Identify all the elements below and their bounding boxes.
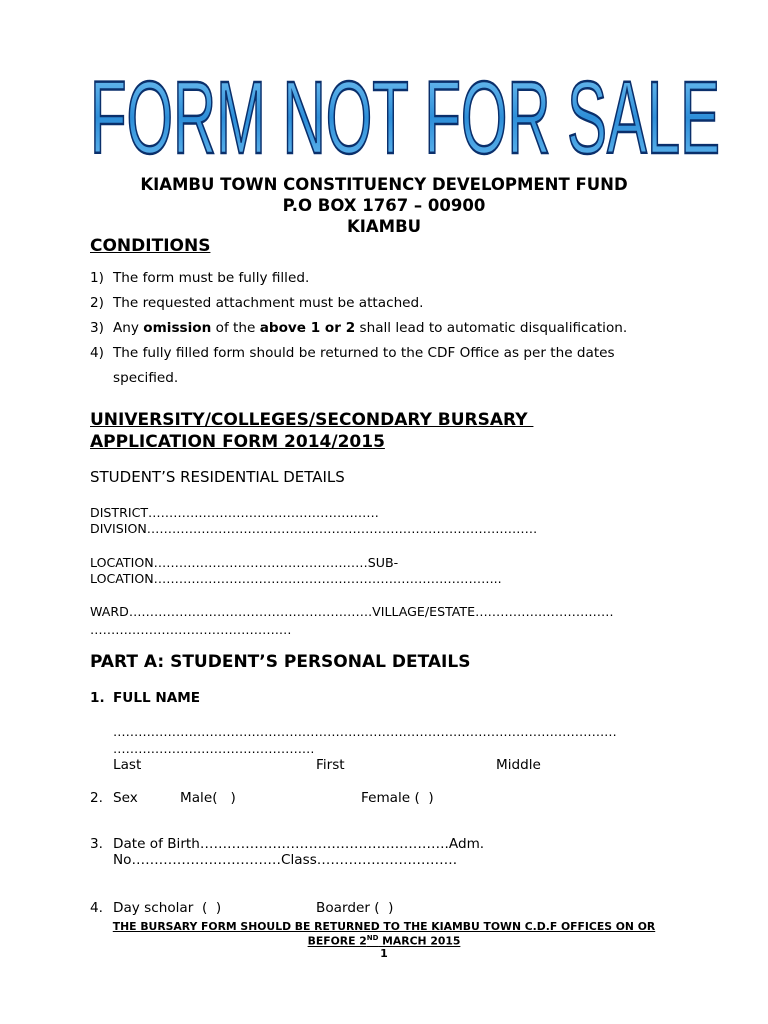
date-of-birth-adm-field[interactable]: Date of Birth……………………………………………….Adm. — [113, 836, 485, 852]
full-name-field[interactable]: ………………………………………………………………………………………………………… — [113, 724, 617, 739]
male-checkbox[interactable]: Male( ) — [180, 790, 236, 806]
adm-no-class-field[interactable]: No……………………………Class…………………………. — [113, 852, 458, 868]
header-fund-name: KIAMBU TOWN CONSTITUENCY DEVELOPMENT FUND — [140, 175, 628, 194]
condition-item-4-continued: specified. — [113, 370, 179, 386]
condition-number: 4) — [90, 345, 104, 361]
sex-label: Sex — [113, 790, 138, 806]
condition-text-pre: Any — [113, 320, 144, 336]
part-a-heading: PART A: STUDENT’S PERSONAL DETAILS — [90, 652, 471, 672]
condition-text-mid: of the — [211, 320, 260, 336]
first-name-caption: First — [316, 757, 345, 773]
condition-item-1 — [90, 270, 309, 286]
condition-bold-omission: omission — [143, 320, 212, 336]
footer-notice-line-2 — [0, 934, 768, 948]
ward-village-field[interactable]: WARD………………………………………………….VILLAGE/ESTATE…………………………… — [90, 604, 614, 619]
full-name-field-continued[interactable]: ………………………………………… — [113, 741, 315, 756]
form-title-line-2: APPLICATION FORM 2014/2015 — [90, 432, 385, 452]
last-name-caption: Last — [113, 757, 142, 773]
condition-text: The fully filled form should be returned to the CDF Office as per the dates — [113, 345, 615, 361]
district-field[interactable]: DISTRICT………………………………………………. — [90, 505, 379, 520]
header-po-box: P.O BOX 1767 – 00900 — [282, 196, 486, 215]
banner-text: FORM NOT FOR SALE — [89, 60, 720, 170]
residential-details-heading: STUDENT’S RESIDENTIAL DETAILS — [90, 468, 345, 486]
female-checkbox[interactable]: Female ( ) — [361, 790, 434, 806]
q2-number: 2. — [90, 790, 103, 806]
condition-number: 3) — [90, 320, 104, 336]
conditions-heading: CONDITIONS — [90, 236, 211, 256]
page-number: 1 — [380, 947, 388, 960]
condition-text: The requested attachment must be attached. — [113, 295, 424, 311]
footer-date-text: MARCH 2015 — [378, 934, 461, 948]
footer-notice-line-1: THE BURSARY FORM SHOULD BE RETURNED TO THE KIAMBU TOWN C.D.F OFFICES ON OR — [112, 920, 656, 933]
header-town: KIAMBU — [346, 217, 422, 236]
division-field[interactable]: DIVISION………………………………………………………………………………… — [90, 521, 538, 536]
condition-item-2 — [90, 295, 424, 311]
full-name-label: FULL NAME — [113, 690, 201, 706]
condition-item-4 — [90, 345, 615, 361]
condition-item-3 — [90, 320, 627, 336]
footer-before-text: BEFORE 2 — [307, 934, 367, 948]
condition-text: The form must be fully filled. — [113, 270, 310, 286]
form-title-line-1: UNIVERSITY/COLLEGES/SECONDARY BURSARY — [90, 410, 534, 430]
condition-bold-above: above 1 or 2 — [259, 320, 356, 336]
middle-name-caption: Middle — [496, 757, 541, 773]
condition-number: 2) — [90, 295, 104, 311]
condition-number: 1) — [90, 270, 104, 286]
q1-number: 1. — [90, 690, 105, 706]
q3-number: 3. — [90, 836, 103, 852]
location-field[interactable]: LOCATION……………………………………………SUB- — [90, 555, 399, 570]
form-not-for-sale-banner — [80, 52, 730, 170]
day-scholar-checkbox[interactable]: Day scholar ( ) — [113, 900, 222, 916]
ward-village-field-continued[interactable]: ………………………………………… — [90, 622, 292, 637]
sub-location-field[interactable]: LOCATION……………………………………………………………………….. — [90, 571, 502, 586]
q4-number: 4. — [90, 900, 103, 916]
condition-text-post: shall lead to automatic disqualification. — [355, 320, 628, 336]
footer-ordinal: ND — [366, 934, 379, 942]
boarder-checkbox[interactable]: Boarder ( ) — [316, 900, 394, 916]
